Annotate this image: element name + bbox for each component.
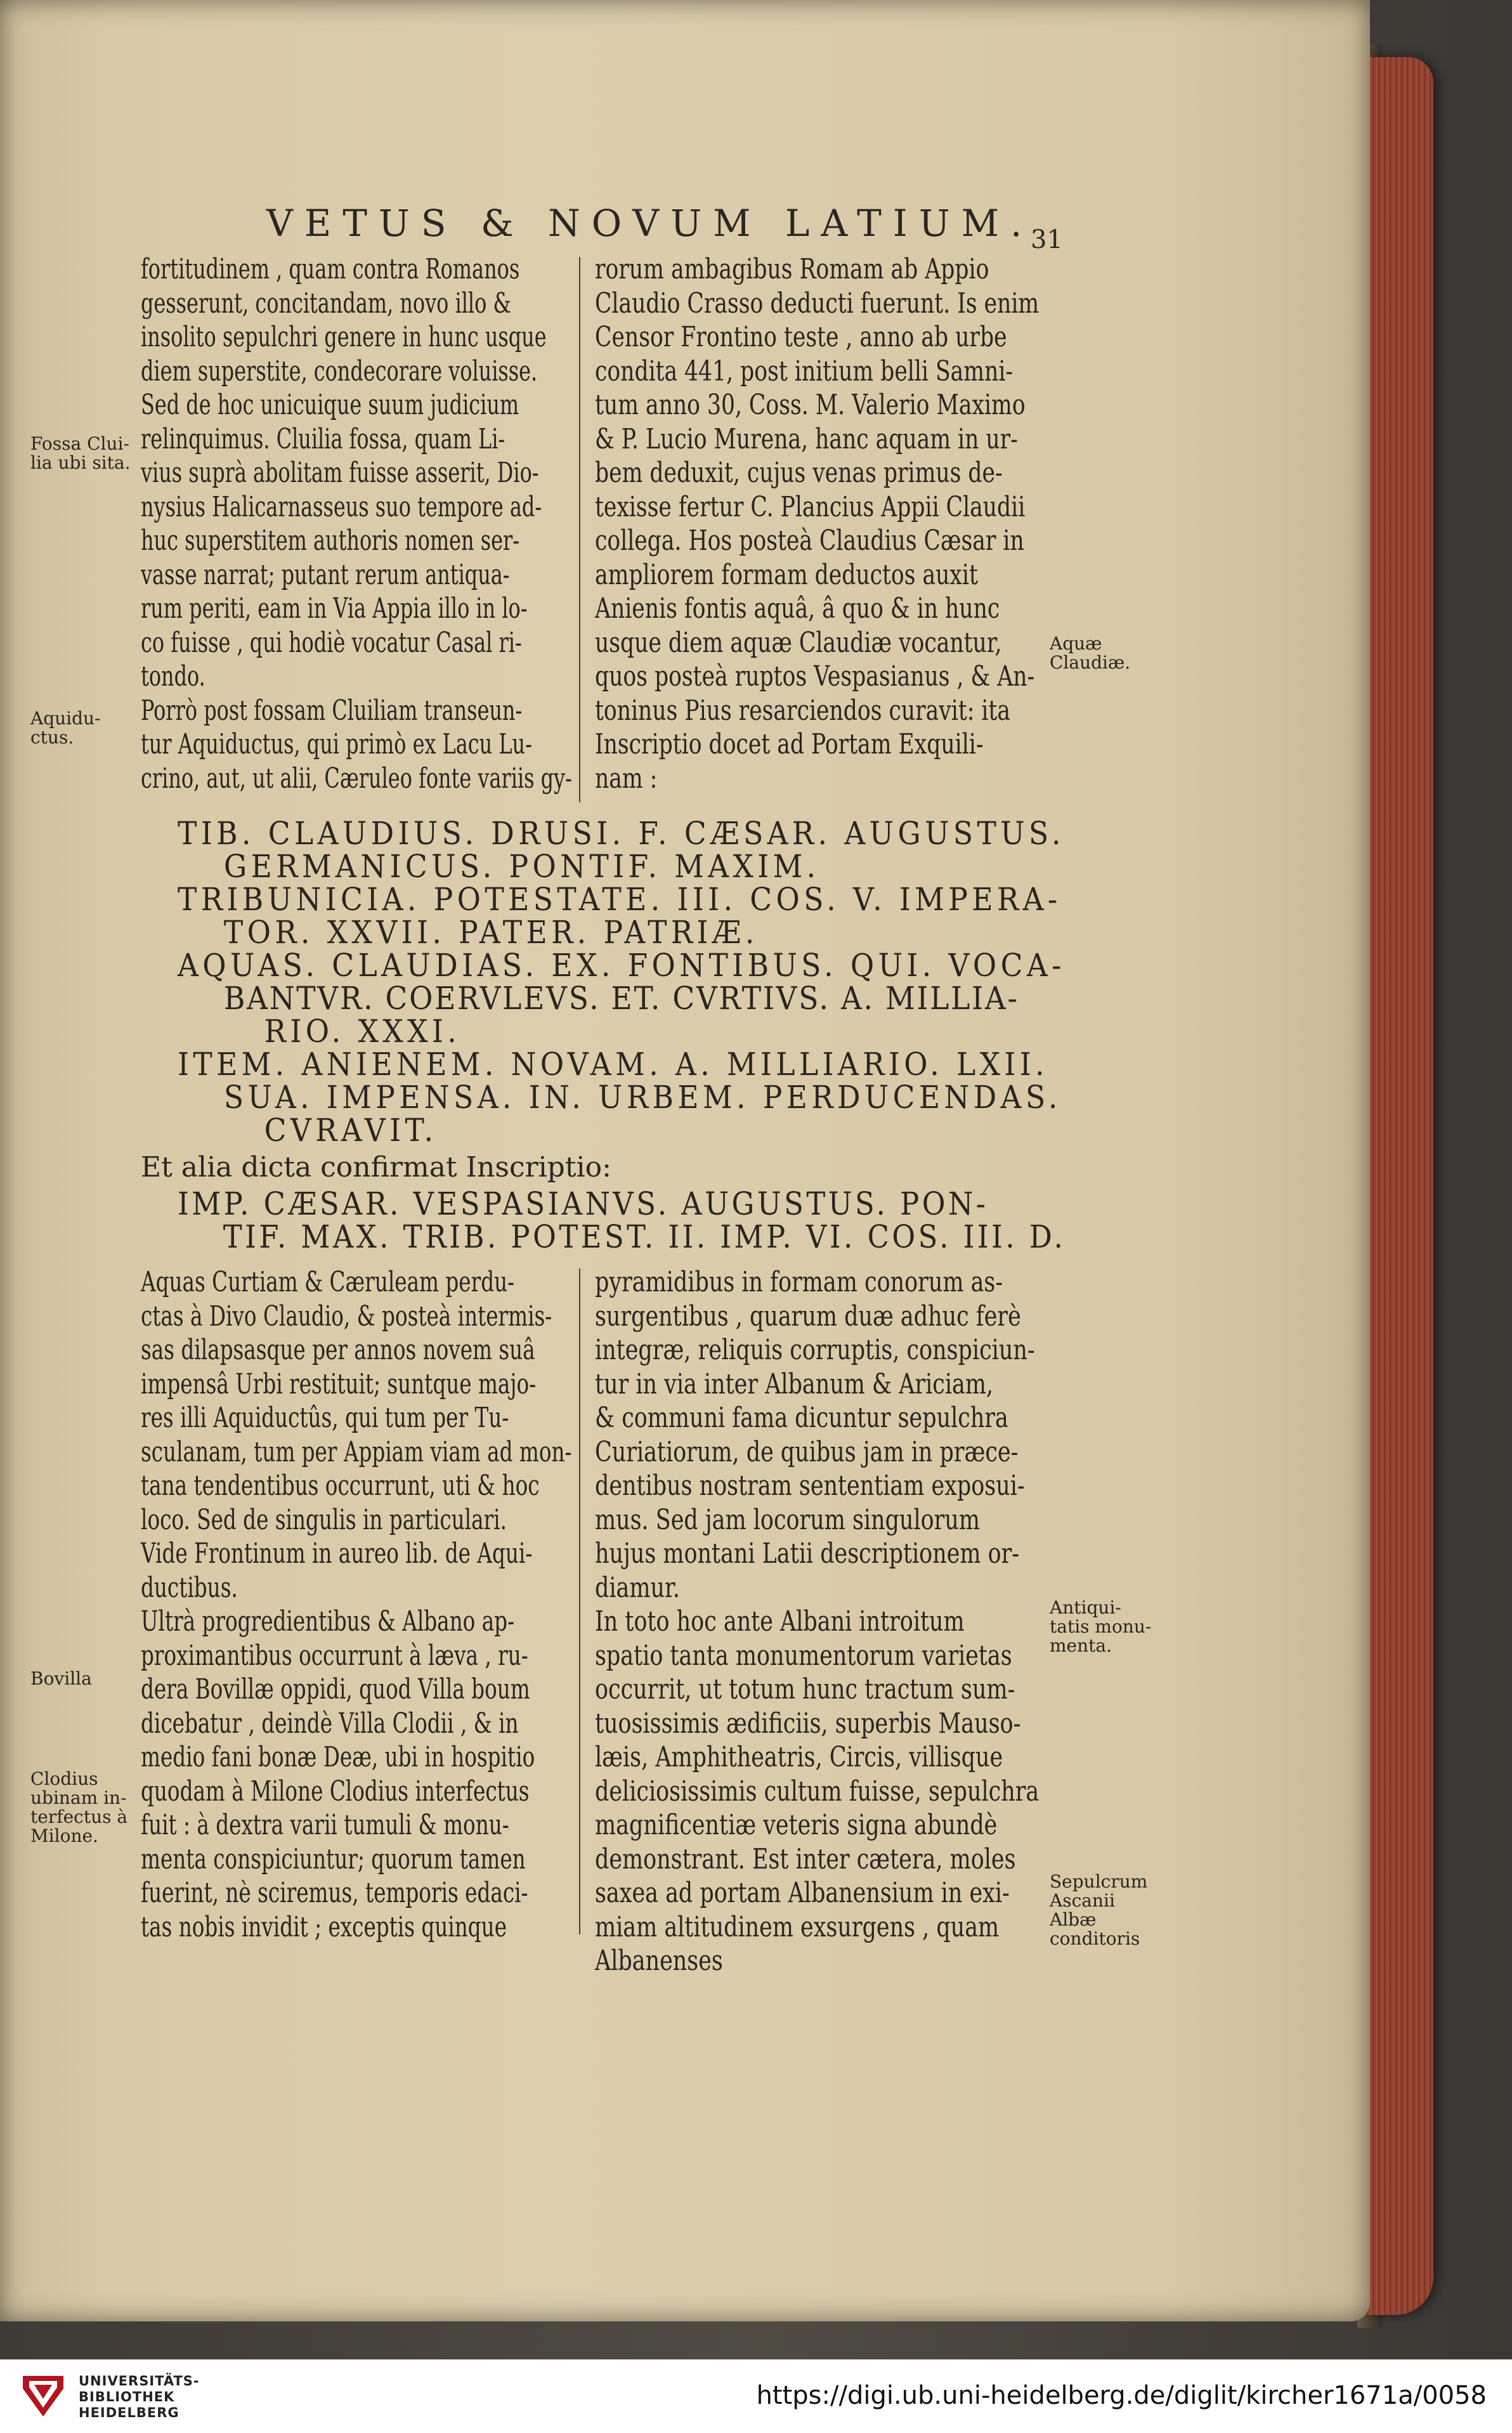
text-line: demonstrant. Est inter cætera, moles <box>595 1843 1016 1875</box>
text-line: Clodius <box>30 1768 98 1789</box>
text-line: ctas à Divo Claudio, & posteà intermis- <box>141 1300 552 1333</box>
text-line: fortitudinem , quam contra Romanos <box>141 253 520 285</box>
text-line: Fossa Clui- <box>30 433 129 454</box>
text-line: tuosissimis ædificiis, superbis Mauso- <box>595 1707 1021 1740</box>
text-line: læis, Amphitheatris, Circis, villisque <box>595 1741 1003 1773</box>
text-line: dicebatur , deindè Villa Clodii , & in <box>141 1707 519 1740</box>
text-line: magnificentiæ veteris signa abundè <box>595 1809 998 1841</box>
text-line: rum periti, eam in Via Appia illo in lo- <box>141 592 528 625</box>
text-line: ctus. <box>30 727 74 748</box>
text-line: tatis monu- <box>1050 1616 1152 1637</box>
page-number: 31 <box>1031 225 1063 254</box>
text-line: dera Bovillæ oppidi, quod Villa boum <box>141 1673 530 1706</box>
inscription-line: TIB. CLAUDIUS. DRUSI. F. CÆSAR. AUGUSTUS. <box>178 815 1065 852</box>
text-line: texisse fertur C. Plancius Appii Claudii <box>595 490 1026 523</box>
text-line: lia ubi sita. <box>30 452 131 473</box>
text-line: ductibus. <box>141 1571 238 1604</box>
text-line: gesserunt, concitandam, novo illo & <box>141 287 511 320</box>
text-line: miam altitudinem exsurgens , quam <box>595 1910 1000 1943</box>
text-line: nysius Halicarnasseus suo tempore ad- <box>141 490 542 523</box>
text-line: surgentibus , quarum duæ adhuc ferè <box>595 1300 1021 1333</box>
text-line: tana tendentibus occurrunt, uti & hoc <box>141 1470 540 1502</box>
inscription-line: GERMANICUS. PONTIF. MAXIM. <box>223 848 820 885</box>
inscription-line: BANTVR. COERVLEVS. ET. CVRTIVS. A. MILLIA- <box>223 980 1019 1017</box>
text-line: loco. Sed de singulis in particulari. <box>141 1503 507 1536</box>
text-line: quodam à Milone Clodius interfectus <box>141 1775 530 1808</box>
text-line: Claudiæ. <box>1050 652 1131 673</box>
inscription-line: TIF. MAX. TRIB. POTEST. II. IMP. VI. COS. III. D. <box>223 1218 1066 1255</box>
text-line: Bovilla <box>30 1668 92 1689</box>
marginal-note-clodius <box>30 1770 127 1846</box>
text-line: Sed de hoc unicuique suum judicium <box>141 389 519 421</box>
marginal-note-aquae-claudiae <box>1050 634 1130 672</box>
text-line: proximantibus occurrunt à læva , ru- <box>141 1639 528 1672</box>
text-line: menta conspiciuntur; quorum tamen <box>141 1843 526 1875</box>
text-line: huc superstitem authoris nomen ser- <box>141 525 519 557</box>
inscription-line: TRIBUNICIA. POTESTATE. III. COS. V. IMPERA- <box>178 881 1062 918</box>
inscription-line: AQUAS. CLAUDIAS. EX. FONTIBUS. QUI. VOCA- <box>178 947 1066 984</box>
inscription-line: TOR. XXVII. PATER. PATRIÆ. <box>223 914 759 951</box>
text-line: tur Aquiductus, qui primò ex Lacu Lu- <box>141 728 532 760</box>
marginal-note-sepulcrum <box>1050 1872 1147 1948</box>
text-line: Ascanii <box>1050 1890 1115 1911</box>
source-url-link[interactable]: https://digi.ub.uni-heidelberg.de/diglit/kircher1671a/0058 <box>756 2381 1487 2410</box>
marginal-note-antiquitatis <box>1050 1598 1151 1655</box>
library-name <box>79 2373 200 2421</box>
text-line: toninus Pius resarciendos curavit: ita <box>595 694 1010 727</box>
marginal-note-bovilla <box>30 1669 92 1688</box>
text-line: mus. Sed jam locorum singulorum <box>595 1503 980 1536</box>
page-block-edge <box>1364 57 1433 2315</box>
text-line: quos posteà ruptos Vespasianus , & An- <box>595 660 1035 693</box>
text-line: Porrò post fossam Cluiliam transeun- <box>141 694 523 727</box>
text-line: saxea ad portam Albanensium in exi- <box>595 1877 1010 1909</box>
marginal-note-aquiductus <box>30 709 101 747</box>
text-line: & P. Lucio Murena, hanc aquam in ur- <box>595 422 1018 455</box>
text-line: fuerint, nè sciremus, temporis edaci- <box>141 1877 528 1909</box>
text-line: condita 441, post initium belli Samni- <box>595 355 1013 388</box>
text-line: Inscriptio docet ad Portam Exquili- <box>595 728 984 760</box>
text-line: ubinam in- <box>30 1787 127 1808</box>
text-line: Aquidu- <box>30 708 101 729</box>
text-line: diem superstite, condecorare voluisse. <box>141 355 538 388</box>
text-line: Curiatiorum, de quibus jam in præce- <box>595 1435 1019 1468</box>
text-line: Ultrà progredientibus & Albano ap- <box>141 1605 515 1638</box>
text-line: tur in via inter Albanum & Ariciam, <box>595 1367 994 1400</box>
text-line: rorum ambagibus Romam ab Appio <box>595 253 989 285</box>
text-line: relinquimus. Cluilia fossa, quam Li- <box>141 422 505 455</box>
text-line: pyramidibus in formam conorum as- <box>595 1266 1003 1298</box>
column-rule-top <box>579 257 580 802</box>
text-line: bem deduxit, cujus venas primus de- <box>595 457 1003 489</box>
library-logo-icon <box>18 2371 68 2422</box>
inscription-vespasian <box>178 1187 1168 1253</box>
inscription-line: CVRAVIT. <box>264 1112 438 1149</box>
inscription-claudius <box>178 817 1152 1147</box>
text-line: Censor Frontino teste , anno ab urbe <box>595 321 1007 353</box>
inscription-line: ITEM. ANIENEM. NOVAM. A. MILLIARIO. LXII. <box>178 1046 1049 1083</box>
library-name-line: BIBLIOTHEK <box>79 2389 175 2404</box>
text-line: medio fani bonæ Deæ, ubi in hospitio <box>141 1741 535 1773</box>
text-line: menta. <box>1050 1635 1112 1656</box>
text-line: occurrit, ut totum hunc tractum sum- <box>595 1673 1015 1706</box>
text-line: Sepulcrum <box>1050 1871 1148 1892</box>
text-line: fuit : à dextra varii tumuli & monu- <box>141 1809 509 1841</box>
text-line: crino, aut, ut alii, Cæruleo fonte variis gy- <box>141 762 572 795</box>
text-line: collega. Hos posteà Claudius Cæsar in <box>595 525 1024 557</box>
text-line: conditoris <box>1050 1928 1140 1949</box>
text-line: impensâ Urbi restituit; suntque majo- <box>141 1367 537 1400</box>
text-line: Vide Frontinum in aureo lib. de Aqui- <box>141 1537 533 1570</box>
inscription-line: SUA. IMPENSA. IN. URBEM. PERDUCENDAS. <box>223 1079 1062 1116</box>
text-line: hujus montani Latii descriptionem or- <box>595 1537 1020 1570</box>
text-line: tum anno 30, Coss. M. Valerio Maximo <box>595 389 1026 421</box>
inscription-line: IMP. CÆSAR. VESPASIANVS. AUGUSTUS. PON- <box>178 1185 989 1222</box>
text-line: & communi fama dicuntur sepulchra <box>595 1402 1008 1434</box>
text-line: sas dilapsasque per annos novem suâ <box>141 1334 535 1366</box>
text-line: In toto hoc ante Albani introitum <box>595 1605 965 1638</box>
text-line: dentibus nostram sententiam exposui- <box>595 1470 1025 1502</box>
footer-bar <box>0 2359 1512 2433</box>
text-line: integræ, reliquis corruptis, conspiciun- <box>595 1334 1035 1366</box>
interlude-text: Et alia dicta confirmat Inscriptio: <box>141 1151 611 1184</box>
inscription-line: RIO. XXXI. <box>264 1013 461 1050</box>
text-line: Aquæ <box>1050 633 1102 654</box>
library-name-line: UNIVERSITÄTS- <box>79 2373 200 2389</box>
text-line: vasse narrat; putant rerum antiqua- <box>141 558 510 591</box>
text-line: vius suprà abolitam fuisse asserit, Dio- <box>141 457 539 489</box>
text-line: co fuisse , qui hodiè vocatur Casal ri- <box>141 626 522 659</box>
text-line: deliciosissimis cultum fuisse, sepulchra <box>595 1775 1040 1808</box>
text-line: Anienis fontis aquâ, â quo & in hunc <box>595 592 1000 625</box>
marginal-note-fossa <box>30 434 131 473</box>
text-line: res illi Aquiductûs, qui tum per Tu- <box>141 1402 509 1434</box>
text-line: Aquas Curtiam & Cæruleam perdu- <box>141 1266 515 1298</box>
library-name-line: HEIDELBERG <box>79 2405 179 2420</box>
text-line: usque diem aquæ Claudiæ vocantur, <box>595 626 1002 659</box>
text-line: spatio tanta monumentorum varietas <box>595 1639 1012 1672</box>
text-line: Antiqui- <box>1050 1597 1121 1618</box>
text-line: Albanenses <box>595 1945 723 1977</box>
text-line: ampliorem formam deductos auxit <box>595 558 978 591</box>
text-line: diamur. <box>595 1571 680 1604</box>
running-header: VETUS & NOVUM LATIUM. <box>266 202 1034 245</box>
column-rule-bottom <box>579 1269 580 1934</box>
text-line: terfectus à <box>30 1806 128 1827</box>
text-line: Albæ <box>1050 1909 1097 1930</box>
text-line: Claudio Crasso deducti fuerunt. Is enim <box>595 287 1040 320</box>
text-line: Milone. <box>30 1825 98 1846</box>
text-line: insolito sepulchri genere in hunc usque <box>141 321 547 353</box>
text-line: sculanam, tum per Appiam viam ad mon- <box>141 1435 572 1468</box>
text-line: nam : <box>595 762 658 795</box>
text-line: tondo. <box>141 660 205 693</box>
right-column-top <box>595 252 1160 795</box>
text-line: tas nobis invidit ; exceptis quinque <box>141 1910 507 1943</box>
